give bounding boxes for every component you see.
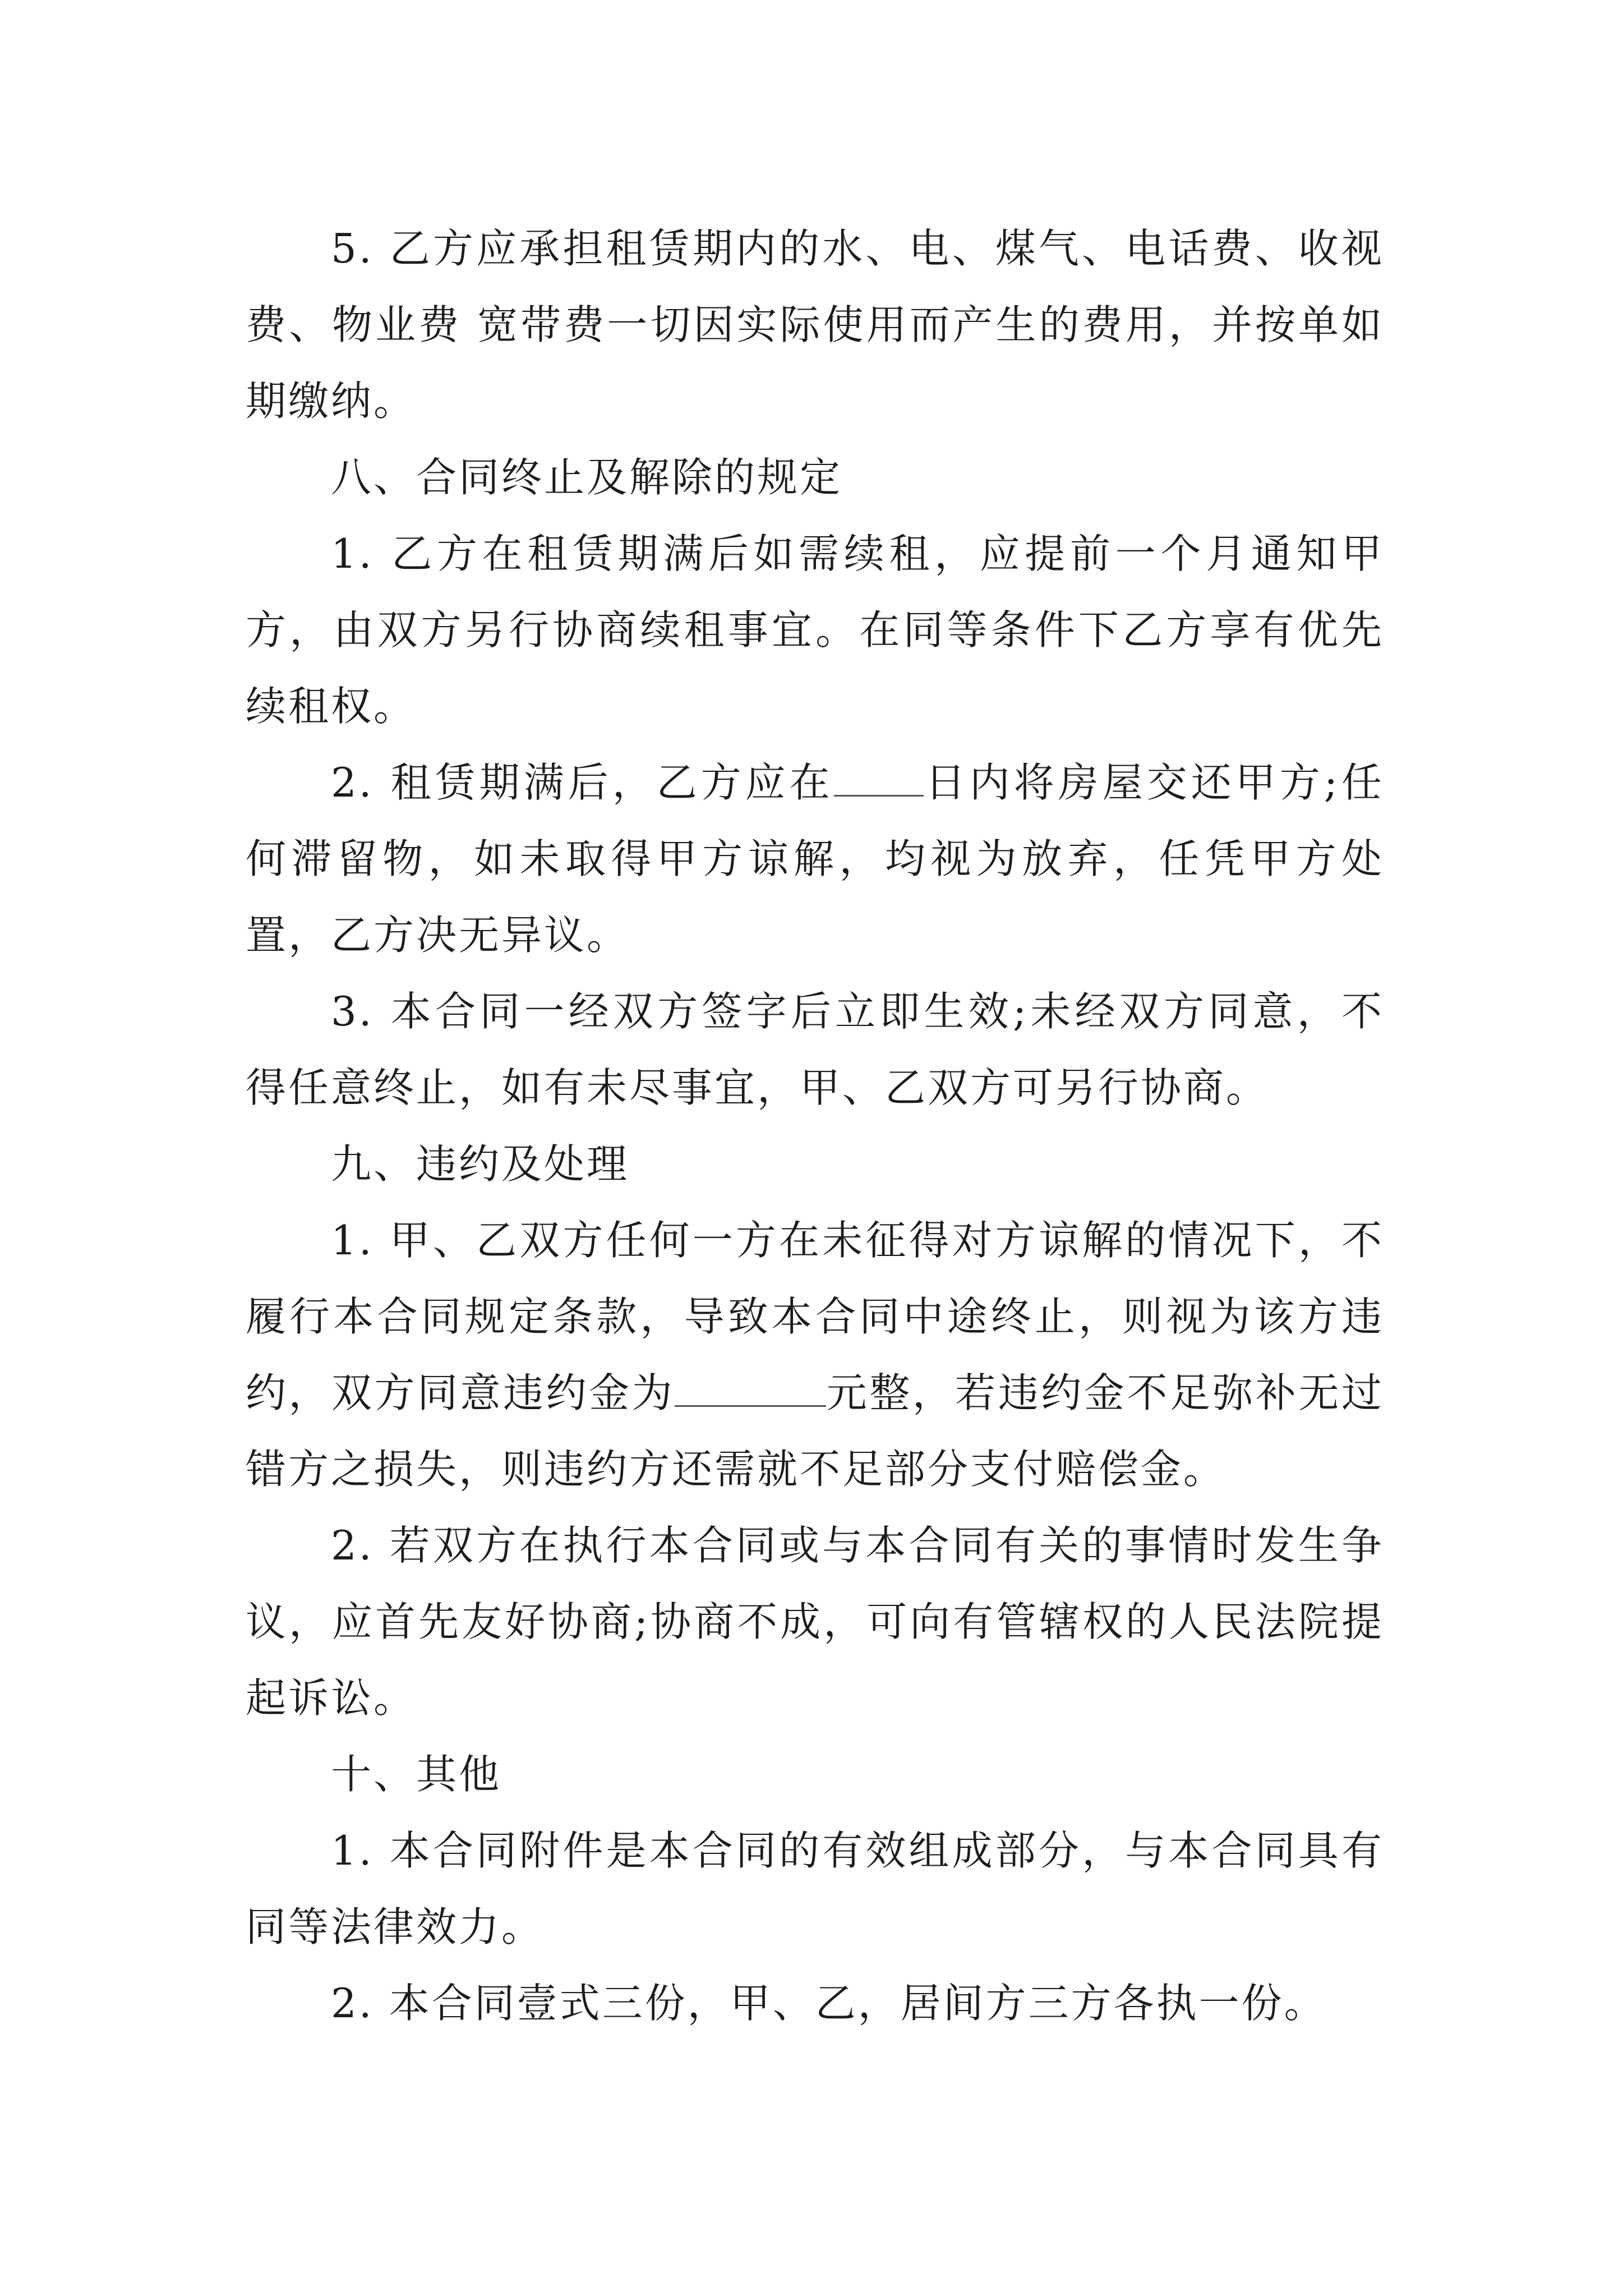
section-heading-8: 八、合同终止及解除的规定: [331, 454, 843, 501]
clause-8-1: 1. 乙方在租赁期满后如需续租，应提前一个月通知甲方，由双方另行协商续租事宜。在同等条件下乙方享有优先续租权。: [246, 530, 1384, 730]
contract-text: [246, 210, 1384, 2041]
days-blank: [834, 761, 924, 797]
clause-8-2-before: 2. 租赁期满后，乙方应在: [331, 759, 834, 806]
clause-9-1: [246, 1202, 1384, 1507]
clause-8-2-after: 日内将房屋交还甲方;任何滞留物，如未取得甲方谅解，均视为放弃，任凭甲方处置，乙方决无异议。: [246, 759, 1384, 959]
clause-9-2: 2. 若双方在执行本合同或与本合同有关的事情时发生争议，应首先友好协商;协商不成，可向有管辖权的人民法院提起诉讼。: [246, 1522, 1384, 1722]
clause-10-2: 2. 本合同壹式三份，甲、乙，居间方三方各执一份。: [331, 1980, 1327, 2027]
clause-8-3: 3. 本合同一经双方签字后立即生效;未经双方同意，不得任意终止，如有未尽事宜，甲、乙双方可另行协商。: [246, 988, 1384, 1111]
clause-10-1: 1. 本合同附件是本合同的有效组成部分，与本合同具有同等法律效力。: [246, 1827, 1384, 1950]
clause-8-2: [246, 744, 1384, 973]
clause-9-1-before: 1. 甲、乙双方任何一方在未征得对方谅解的情况下，不履行本合同规定条款，导致本合同中途终止，则视为该方违约，双方同意违约金为: [246, 1217, 1384, 1416]
section-heading-10: 十、其他: [331, 1751, 502, 1798]
clause-9-1-after: 元整，若违约金不足弥补无过错方之损失，则违约方还需就不足部分支付赔偿金。: [246, 1369, 1384, 1493]
section-heading-9: 九、违约及处理: [331, 1140, 630, 1188]
penalty-amount-blank: [675, 1372, 826, 1407]
clause-7-5: 5. 乙方应承担租赁期内的水、电、煤气、电话费、收视费、物业费 宽带费一切因实际使用而产生的费用，并按单如期缴纳。: [246, 225, 1384, 425]
